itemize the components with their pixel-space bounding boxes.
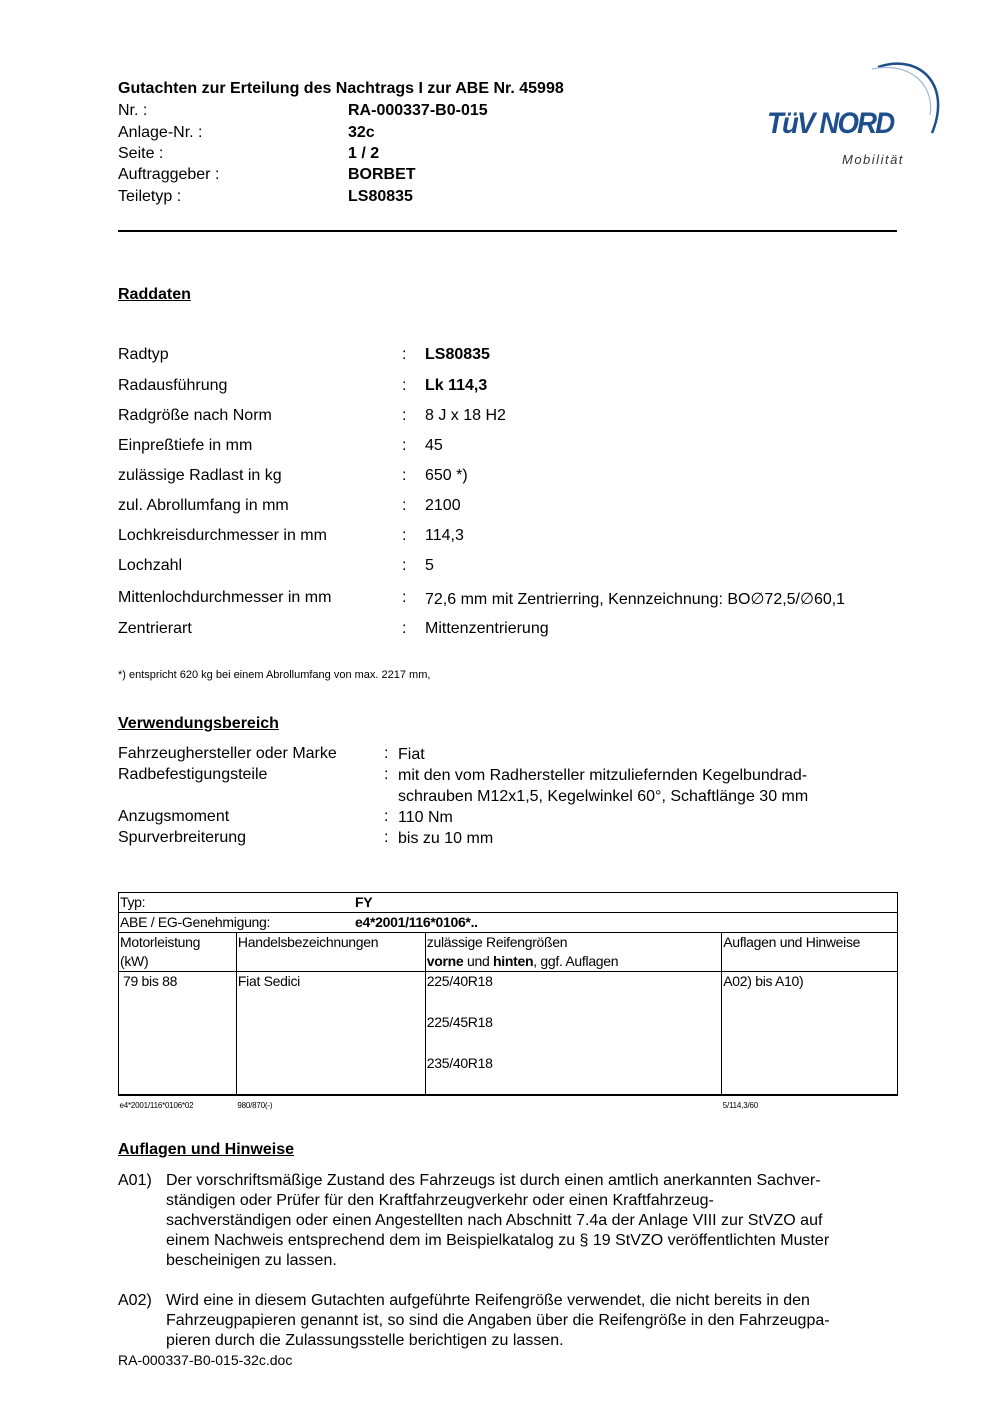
header-label-seite: Seite : <box>118 145 164 162</box>
column-header-motorleistung <box>119 933 237 972</box>
tyre-size: 225/40R18 <box>426 973 493 989</box>
raddaten-colon: : <box>402 589 407 606</box>
raddaten-value: 72,6 mm mit Zentrierring, Kennzeichnung: BO∅72,5/∅60,1 <box>425 591 846 608</box>
tuv-nord-logo <box>760 55 940 175</box>
cell-notes: A02) bis A10) <box>722 972 898 1095</box>
header-value-anlage: 32c <box>348 124 375 141</box>
raddaten-colon: : <box>402 620 407 637</box>
raddaten-value-radausfuehrung: Lk 114,3 <box>425 377 488 394</box>
logo-wordmark: TüV NORD <box>767 107 894 140</box>
verwendung-colon: : <box>384 745 389 762</box>
note-line: Wird eine in diesem Gutachten aufgeführte Reifengröße verwendet, die nicht bereits in den <box>166 1292 810 1309</box>
header-text: (kW) <box>120 953 149 969</box>
section-heading-verwendungsbereich: Verwendungsbereich <box>118 715 279 732</box>
typ-cell <box>119 893 898 913</box>
column-header-handelsbezeichnungen: Handelsbezeichnungen <box>236 933 425 972</box>
header-divider <box>118 230 897 232</box>
verwendung-label: Spurverbreiterung <box>118 829 247 846</box>
raddaten-label: Radgröße nach Norm <box>118 407 272 424</box>
raddaten-label: Radtyp <box>118 346 169 363</box>
logo-subtitle: Mobilität <box>842 152 904 167</box>
header-value-seite: 1 / 2 <box>348 145 380 162</box>
raddaten-colon: : <box>402 467 407 484</box>
verwendung-label: Fahrzeughersteller oder Marke <box>118 745 337 762</box>
abe-label: ABE / EG-Genehmigung: <box>120 914 271 930</box>
raddaten-colon: : <box>402 557 407 574</box>
raddaten-value: 2100 <box>425 497 461 514</box>
header-value-nr: RA-000337-B0-015 <box>348 102 488 119</box>
header-bold: vorne <box>426 953 464 969</box>
table-row <box>119 972 898 1095</box>
note-line: pieren durch die Zulassungsstelle berichtigen zu lassen. <box>166 1332 564 1349</box>
note-line: bescheinigen zu lassen. <box>166 1252 337 1269</box>
foot-weights: 980/870(-) <box>236 1095 425 1115</box>
table-row <box>119 893 898 913</box>
foot-pcd: 5/114,3/60 <box>722 1095 898 1115</box>
table-header-row <box>119 933 898 972</box>
header-text: , ggf. Auflagen <box>533 953 619 969</box>
table-foot-row <box>119 1095 898 1115</box>
header-text: und <box>463 953 494 969</box>
header-text: Motorleistung <box>120 934 201 950</box>
note-line: Fahrzeugpapieren genannt ist, so sind die Angaben über die Reifengröße in den Fahrzeugpa- <box>166 1312 830 1329</box>
raddaten-colon: : <box>402 377 407 394</box>
raddaten-label: zulässige Radlast in kg <box>118 467 282 484</box>
raddaten-value: 45 <box>425 437 443 454</box>
raddaten-value-radtyp: LS80835 <box>425 346 490 363</box>
note-code-a02: A02) <box>118 1292 152 1309</box>
verwendung-value: 110 Nm <box>398 809 453 826</box>
note-text-a02 <box>166 1291 901 1351</box>
note-code-a01: A01) <box>118 1172 152 1189</box>
raddaten-label: Einpreßtiefe in mm <box>118 437 253 454</box>
raddaten-label: Lochkreisdurchmesser in mm <box>118 527 327 544</box>
verwendung-value: schrauben M12x1,5, Kegelwinkel 60°, Schaftlänge 30 mm <box>398 788 809 805</box>
raddaten-colon: : <box>402 407 407 424</box>
note-line: ständigen oder Prüfer für den Kraftfahrzeugverkehr oder einen Kraftfahrzeug- <box>166 1192 714 1209</box>
raddaten-value: 5 <box>425 557 434 574</box>
raddaten-value: 114,3 <box>425 527 464 544</box>
header-label-teiletyp: Teiletyp : <box>118 188 182 205</box>
header-text: zulässige Reifengrößen <box>426 934 568 950</box>
verwendung-value: Fiat <box>398 746 425 763</box>
vehicle-table <box>118 892 898 1115</box>
header-value-teiletyp: LS80835 <box>348 188 413 205</box>
verwendung-value: bis zu 10 mm <box>398 830 494 847</box>
raddaten-label: Mittenlochdurchmesser in mm <box>118 589 332 606</box>
typ-label: Typ: <box>120 894 146 910</box>
raddaten-value: Mittenzentrierung <box>425 620 549 637</box>
header-text <box>427 952 720 971</box>
verwendung-value: mit den vom Radhersteller mitzuliefernden Kegelbundrad- <box>398 767 808 784</box>
note-line: sachverständigen oder einen Angestellten nach Abschnitt 7.4a der Anlage VIII zur StVZO auf <box>166 1212 823 1229</box>
tyre-size: 235/40R18 <box>426 1055 493 1071</box>
verwendung-colon: : <box>384 808 389 825</box>
raddaten-label: Zentrierart <box>118 620 192 637</box>
raddaten-colon: : <box>402 437 407 454</box>
typ-value: FY <box>355 894 373 910</box>
header-value-auftraggeber: BORBET <box>348 166 416 183</box>
note-text-a01 <box>166 1171 901 1271</box>
raddaten-footnote: *) entspricht 620 kg bei einem Abrollumfang von max. 2217 mm, <box>118 669 431 681</box>
document-title: Gutachten zur Erteilung des Nachtrags I zur ABE Nr. 45998 <box>118 80 564 97</box>
verwendung-label: Anzugsmoment <box>118 808 230 825</box>
cell-tyres <box>425 972 721 1095</box>
raddaten-label: zul. Abrollumfang in mm <box>118 497 289 514</box>
raddaten-value: 8 J x 18 H2 <box>425 407 506 424</box>
header-label-anlage: Anlage-Nr. : <box>118 124 203 141</box>
foot-approval: e4*2001/116*0106*02 <box>119 1095 237 1115</box>
tyre-size: 225/45R18 <box>426 1014 493 1030</box>
raddaten-label: Radausführung <box>118 377 228 394</box>
header-bold: hinten <box>493 953 534 969</box>
header-label-auftraggeber: Auftraggeber : <box>118 166 220 183</box>
raddaten-value: 650 *) <box>425 467 468 484</box>
section-heading-auflagen: Auflagen und Hinweise <box>118 1141 295 1158</box>
raddaten-colon: : <box>402 497 407 514</box>
raddaten-colon: : <box>402 527 407 544</box>
abe-cell <box>119 913 898 933</box>
abe-value: e4*2001/116*0106*.. <box>355 914 478 930</box>
header-label-nr: Nr. : <box>118 102 148 119</box>
note-line: einem Nachweis entsprechend dem im Beispielkatalog zu § 19 StVZO veröffentlichten Muster <box>166 1232 830 1249</box>
note-line: Der vorschriftsmäßige Zustand des Fahrzeugs ist durch einen amtlich anerkannten Sachver- <box>166 1172 821 1189</box>
section-heading-raddaten: Raddaten <box>118 286 191 303</box>
column-header-reifengroessen <box>425 933 721 972</box>
column-header-auflagen: Auflagen und Hinweise <box>722 933 898 972</box>
cell-power: 79 bis 88 <box>119 972 237 1095</box>
verwendung-label: Radbefestigungsteile <box>118 766 268 783</box>
raddaten-colon: : <box>402 346 407 363</box>
verwendung-colon: : <box>384 766 389 783</box>
foot-empty <box>425 1095 721 1115</box>
verwendung-colon: : <box>384 829 389 846</box>
raddaten-label: Lochzahl <box>118 557 183 574</box>
table-row <box>119 913 898 933</box>
cell-name: Fiat Sedici <box>236 972 425 1095</box>
footer-filename: RA-000337-B0-015-32c.doc <box>118 1352 293 1368</box>
